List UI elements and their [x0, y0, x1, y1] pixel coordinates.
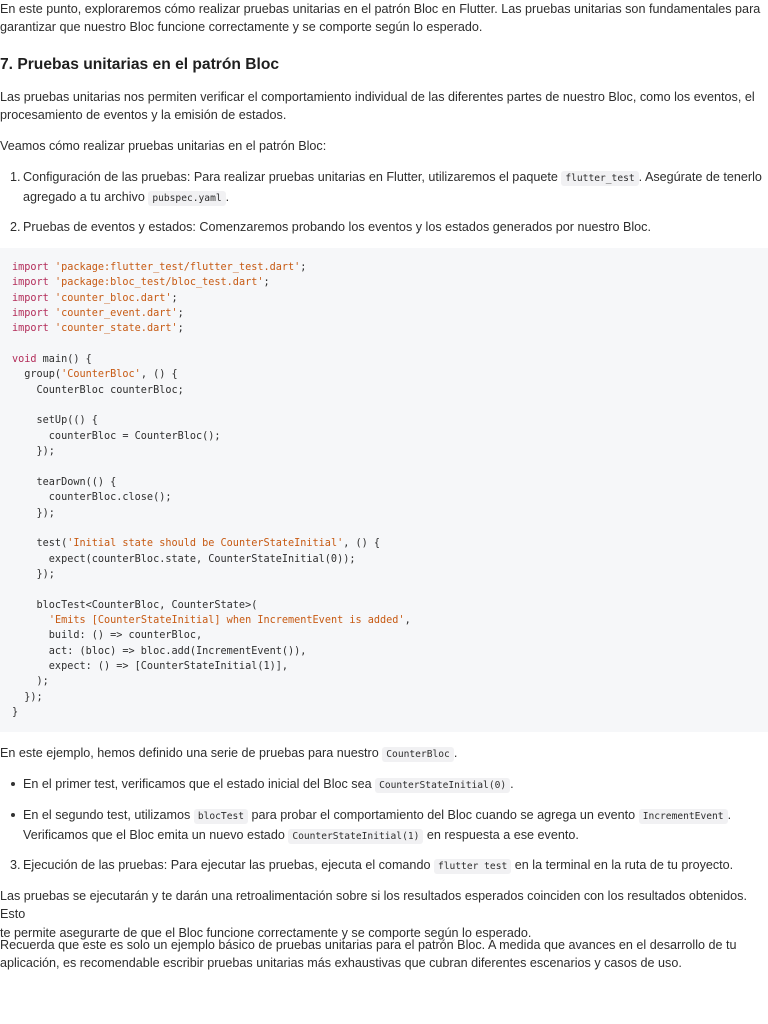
bullet-1-text: .	[510, 777, 514, 791]
code-line	[12, 569, 55, 580]
bullet-2-text: para probar el comportamiento del Bloc cuando se agrega un evento	[248, 808, 639, 822]
step-1-text: . Asegúrate de tenerlo	[638, 170, 762, 184]
bullet-item-2	[23, 806, 763, 847]
step-1-item	[23, 168, 763, 209]
step-2-item: Pruebas de eventos y estados: Comenzaremos probando los eventos y los estados generados por nuestro Bloc.	[23, 220, 651, 234]
code-text: });	[12, 446, 55, 458]
bullet-2-text: en respuesta a ese evento.	[423, 828, 579, 843]
code-text: group(	[12, 369, 62, 381]
inline-code-flutter-test-command: flutter test	[434, 859, 511, 874]
intro-line-2: garantizar que nuestro Bloc funcione correctamente y se comporte según lo esperado.	[0, 20, 483, 35]
code-text: counterBloc.close();	[12, 492, 172, 504]
code-string: 'package:bloc_test/bloc_test.dart'	[54, 277, 264, 289]
code-line	[12, 354, 92, 365]
bullet-dot	[11, 782, 15, 786]
code-string: 'Emits [CounterStateInitial] when IncrementEvent is added'	[48, 614, 405, 626]
paragraph-line: Las pruebas se ejecutarán y te darán una retroalimentación sobre si los resultados esperados coinciden con los resultados obtenidos. Esto	[0, 889, 747, 922]
paragraph-line: Recuerda que este es solo un ejemplo básico de pruebas unitarias para el patrón Bloc. A medida que avances en el desarrollo de tu	[0, 938, 737, 952]
paragraph-line: te permite asegurarte de que el Bloc funcione correctamente y se comporte según lo esperado.	[0, 925, 532, 940]
step-3-number: 3.	[10, 858, 21, 872]
code-text: expect: () => [CounterStateInitial(1)],	[12, 660, 289, 672]
paragraph-line: aplicación, es recomendable escribir pruebas unitarias más exhaustivas que cubran diferentes escenarios y casos de uso.	[0, 956, 682, 971]
example-text: .	[453, 746, 458, 760]
code-text: setUp(() {	[12, 415, 98, 427]
code-string: 'CounterBloc'	[61, 369, 141, 381]
bullet-2-text: .	[727, 808, 732, 822]
intro-line-1: En este punto, exploraremos cómo realizar pruebas unitarias en el patrón Bloc en Flutter. Las pruebas unitarias son fundamentales para	[0, 2, 761, 16]
step-3-text: Ejecución de las pruebas: Para ejecutar las pruebas, ejecuta el comando	[23, 858, 434, 872]
code-text: tearDown(() {	[12, 476, 117, 488]
step-3-item	[23, 856, 763, 876]
inline-code-counterstateinitial-1: CounterStateInitial(1)	[288, 829, 423, 844]
paragraph-intro-unit-tests	[0, 88, 762, 125]
code-line	[12, 676, 49, 687]
code-string: 'package:flutter_test/flutter_test.dart'	[54, 262, 301, 273]
paragraph-reminder	[0, 936, 762, 973]
paragraph-line: Las pruebas unitarias nos permiten verificar el comportamiento individual de las diferentes partes de nuestro Bloc, como los eventos, el	[0, 90, 755, 104]
code-line	[12, 538, 380, 549]
paragraph-lets-see: Veamos cómo realizar pruebas unitarias en el patrón Bloc:	[0, 139, 327, 153]
code-line	[12, 385, 184, 396]
bullet-2-text: En el segundo test, utilizamos	[23, 808, 194, 822]
bullet-2-text: Verificamos que el Bloc emita un nuevo estado	[23, 828, 289, 843]
code-line	[12, 615, 411, 626]
inline-code-counterbloc: CounterBloc	[382, 747, 454, 762]
code-line	[12, 308, 184, 319]
step-1-text: Configuración de las pruebas: Para realizar pruebas unitarias en Flutter, utilizaremos el paquete	[23, 170, 562, 184]
step-1-text: agregado a tu archivo	[23, 190, 149, 205]
code-text: ;	[263, 277, 270, 289]
code-line	[12, 277, 270, 288]
code-line	[12, 492, 171, 503]
code-line	[12, 293, 178, 304]
code-text	[12, 615, 49, 626]
code-keyword: import	[12, 323, 55, 335]
code-text: ,	[404, 614, 411, 626]
code-string: 'counter_event.dart'	[54, 308, 178, 320]
code-line	[12, 707, 18, 718]
paragraph-line: procesamiento de eventos y la emisión de estados.	[0, 108, 287, 123]
code-text: ;	[171, 292, 178, 304]
code-line	[12, 630, 202, 641]
code-content	[12, 260, 411, 720]
step-1-text: .	[225, 190, 230, 205]
inline-code-counterstateinitial-0: CounterStateInitial(0)	[375, 778, 510, 793]
code-line	[12, 262, 306, 273]
code-text: , () {	[140, 369, 178, 381]
intro-paragraph	[0, 0, 762, 37]
code-text: }	[12, 706, 19, 718]
step-1-number: 1.	[10, 170, 21, 184]
code-text: });	[12, 691, 43, 703]
code-text: });	[12, 568, 55, 580]
code-block	[0, 248, 768, 732]
code-line	[12, 323, 184, 334]
code-string: 'Initial state should be CounterStateInitial'	[67, 538, 344, 550]
bullet-dot	[11, 813, 15, 817]
code-keyword: void	[12, 354, 43, 366]
code-text: counterBloc = CounterBloc();	[12, 430, 221, 442]
step-3-text: en la terminal en la ruta de tu proyecto.	[511, 858, 734, 872]
code-line	[12, 431, 221, 442]
code-text: test(	[12, 538, 68, 550]
code-string: 'counter_state.dart'	[54, 323, 178, 335]
code-text: CounterBloc counterBloc;	[12, 384, 184, 396]
code-text: , () {	[343, 538, 381, 550]
inline-code-incrementevent: IncrementEvent	[639, 809, 728, 824]
code-text: );	[12, 676, 49, 688]
code-line	[12, 600, 257, 611]
section-heading: 7. Pruebas unitarias en el patrón Bloc	[0, 56, 280, 73]
code-line	[12, 508, 55, 519]
code-text: ;	[300, 262, 307, 273]
code-line	[12, 446, 55, 457]
code-text: blocTest<CounterBloc, CounterState>(	[12, 599, 258, 611]
code-string: 'counter_bloc.dart'	[54, 292, 172, 304]
inline-code-pubspec: pubspec.yaml	[148, 191, 225, 206]
code-text: ;	[177, 323, 184, 335]
code-line	[12, 477, 116, 488]
example-text: En este ejemplo, hemos definido una serie de pruebas para nuestro	[0, 746, 383, 760]
inline-code-bloctest: blocTest	[194, 809, 248, 824]
code-line	[12, 369, 178, 380]
code-line	[12, 661, 288, 672]
code-text: act: (bloc) => bloc.add(IncrementEvent()),	[12, 645, 307, 657]
code-line	[12, 415, 98, 426]
inline-code-flutter-test: flutter_test	[561, 171, 638, 186]
code-text: main() {	[42, 354, 92, 366]
paragraph-example	[0, 744, 762, 764]
code-keyword: import	[12, 262, 55, 273]
code-text: build: () => counterBloc,	[12, 630, 203, 642]
code-text: expect(counterBloc.state, CounterStateInitial(0));	[12, 553, 356, 565]
code-line	[12, 646, 306, 657]
code-text: });	[12, 507, 55, 519]
code-keyword: import	[12, 277, 55, 289]
code-line	[12, 692, 43, 703]
code-line	[12, 554, 355, 565]
bullet-item-1	[23, 775, 763, 795]
bullet-1-text: En el primer test, verificamos que el estado inicial del Bloc sea	[23, 777, 376, 791]
paragraph-results	[0, 887, 762, 942]
code-keyword: import	[12, 292, 55, 304]
step-2-number: 2.	[10, 220, 21, 234]
code-keyword: import	[12, 308, 55, 320]
code-text: ;	[177, 308, 184, 320]
